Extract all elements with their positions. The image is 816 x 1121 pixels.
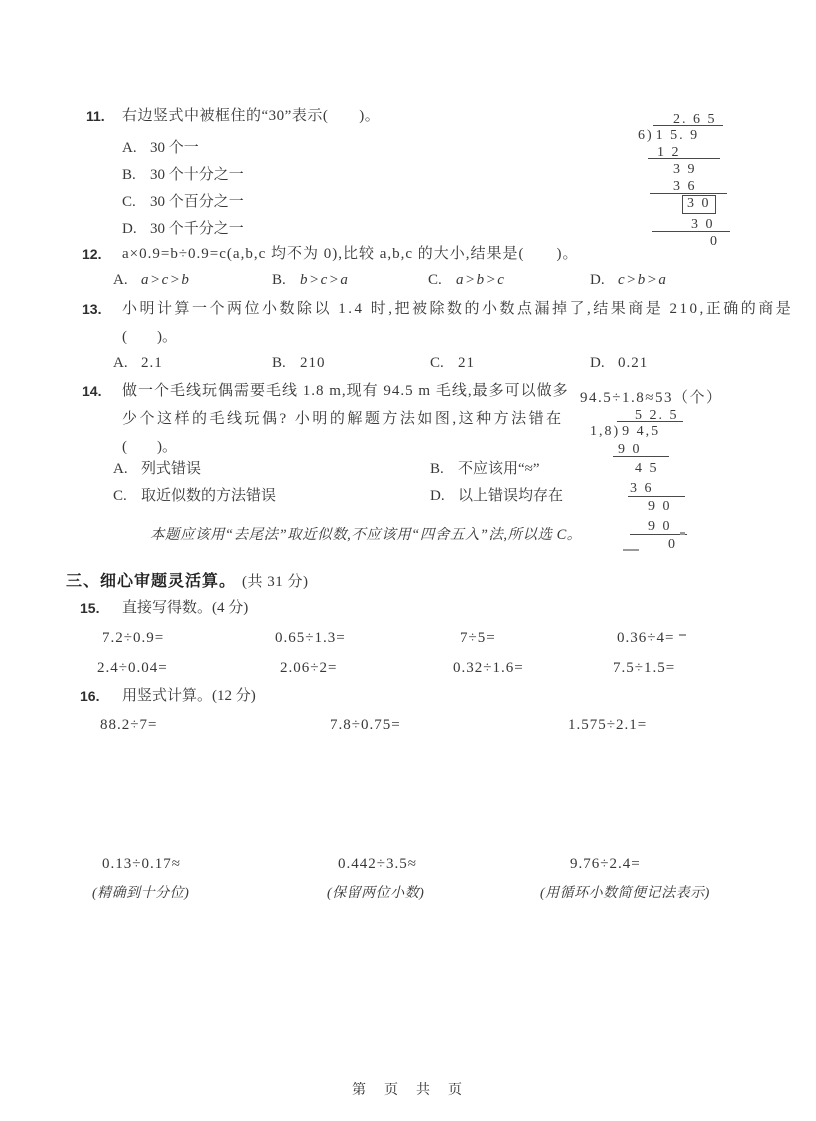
division-rule: [628, 496, 685, 497]
question-12-option-a: [113, 272, 190, 289]
option-text: 30 个十分之一: [150, 167, 244, 183]
division-boxed-30: 3 0: [682, 195, 716, 214]
option-label: D.: [430, 488, 445, 504]
question-14-number: 14.: [82, 383, 102, 399]
option-label: B.: [122, 167, 136, 183]
division-bracket: ): [613, 424, 621, 439]
q15-item: 7÷5=: [460, 630, 496, 646]
option-text: 21: [458, 355, 475, 371]
q16-item: 9.76÷2.4=: [570, 856, 641, 872]
division-step: 4 5: [635, 461, 659, 476]
question-16-number: 16.: [80, 688, 100, 704]
question-13-option-a: [113, 355, 163, 372]
question-13-line1: 小明计算一个两位小数除以 1.4 时,把被除数的小数点漏掉了,结果商是 210,正确的商是: [122, 301, 794, 317]
option-text: 列式错误: [141, 461, 202, 477]
question-12-option-c: [428, 272, 505, 289]
section-3-title: 三、细心审题灵活算。: [66, 573, 237, 590]
division-vinculum: [653, 125, 723, 126]
page-footer: 第 页 共 页: [352, 1083, 464, 1098]
division-remainder: 0: [668, 537, 677, 552]
scan-artifact: [680, 532, 685, 535]
option-text: 30 个一: [150, 140, 199, 156]
option-label: B.: [272, 355, 286, 371]
option-label: B.: [272, 272, 286, 288]
division-quotient: 2. 6 5: [673, 112, 717, 127]
division-divisor: 1,8: [590, 424, 614, 439]
option-label: C.: [113, 488, 127, 504]
q15-item: 0.36÷4=: [617, 630, 675, 646]
question-14-line3: ( )。: [122, 439, 177, 455]
division-quotient: 5 2. 5: [635, 408, 679, 423]
question-13-option-b: [272, 355, 326, 372]
section-3-score: (共 31 分): [242, 574, 309, 590]
question-12-number: 12.: [82, 246, 102, 262]
q15-item: 0.65÷1.3=: [275, 630, 346, 646]
q15-item: 2.06÷2=: [280, 660, 338, 676]
option-label: A.: [113, 461, 128, 477]
option-label: C.: [122, 194, 136, 210]
division-vinculum: [617, 421, 683, 422]
question-11-option-b: [122, 167, 244, 184]
option-label: A.: [122, 140, 137, 156]
option-label: A.: [113, 355, 128, 371]
division-head: [638, 128, 699, 144]
division-rule: [613, 456, 669, 457]
q15-item: 7.2÷0.9=: [102, 630, 165, 646]
q16-item: 0.13÷0.17≈: [102, 856, 181, 872]
division-rule: [648, 158, 720, 159]
question-14-option-d: [430, 488, 563, 505]
q16-item: 0.442÷3.5≈: [338, 856, 417, 872]
division-dividend: 9 4,5: [622, 424, 661, 439]
question-16-title: 用竖式计算。(12 分): [122, 688, 256, 704]
division-step: 3 9: [673, 162, 697, 177]
question-14-line1: 做一个毛线玩偶需要毛线 1.8 m,现有 94.5 m 毛线,最多可以做多: [122, 383, 569, 399]
q16-requirement: (用循环小数简便记法表示): [540, 886, 710, 901]
q15-item: 2.4÷0.04=: [97, 660, 168, 676]
question-12-option-b: [272, 272, 349, 289]
q15-item: 0.32÷1.6=: [453, 660, 524, 676]
question-11-stem: 右边竖式中被框住的“30”表示( )。: [122, 108, 381, 124]
question-11-option-a: [122, 140, 199, 157]
option-label: C.: [430, 355, 444, 371]
option-text: 以上错误均存在: [458, 488, 564, 504]
division-rule: [652, 231, 730, 232]
question-14-option-b: [430, 461, 540, 478]
division-step: 9 0: [648, 499, 672, 514]
division-head: [590, 424, 660, 440]
scan-artifact: [623, 549, 639, 551]
q15-item: 7.5÷1.5=: [613, 660, 676, 676]
option-text: 取近似数的方法错误: [141, 488, 277, 504]
question-15-title: 直接写得数。(4 分): [122, 600, 249, 616]
question-14-option-a: [113, 461, 201, 478]
question-11-option-c: [122, 194, 244, 211]
q16-item: 88.2÷7=: [100, 717, 158, 733]
scan-artifact: [679, 634, 686, 636]
division-dividend: 1 5. 9: [655, 128, 700, 143]
division-step: 3 0: [691, 217, 715, 232]
option-text: a>c>b: [141, 272, 191, 288]
q16-requirement: (精确到十分位): [92, 886, 190, 901]
division-bracket: ): [647, 128, 654, 143]
division-expression: 94.5÷1.8≈53（个）: [580, 390, 723, 406]
option-text: 210: [300, 355, 326, 371]
division-step: 1 2: [657, 145, 681, 160]
question-11-option-d: [122, 221, 244, 238]
question-14-line2: 少个这样的毛线玩偶? 小明的解题方法如图,这种方法错在: [122, 411, 564, 427]
division-divisor: 6: [638, 128, 647, 143]
option-label: A.: [113, 272, 128, 288]
option-text: a>b>c: [456, 272, 506, 288]
long-division-q11: [620, 105, 755, 250]
question-13-line2: ( )。: [122, 329, 177, 345]
section-3-heading: [66, 573, 309, 591]
option-text: c>b>a: [618, 272, 668, 288]
division-step: 3 6: [630, 481, 654, 496]
question-11-number: 11.: [86, 108, 105, 124]
option-label: D.: [122, 221, 137, 237]
question-14-option-c: [113, 488, 276, 505]
option-text: 30 个千分之一: [150, 221, 244, 237]
division-step: 3 6: [673, 179, 697, 194]
division-rule: [650, 193, 727, 194]
option-label: D.: [590, 272, 605, 288]
option-text: 2.1: [141, 355, 163, 371]
option-text: b>c>a: [300, 272, 350, 288]
q16-item: 7.8÷0.75=: [330, 717, 401, 733]
question-13-option-c: [430, 355, 475, 372]
question-12-stem: a×0.9=b÷0.9=c(a,b,c 均不为 0),比较 a,b,c 的大小,结果是( )。: [122, 246, 579, 262]
question-12-option-d: [590, 272, 667, 289]
question-14-answer-note: 本题应该用“去尾法”取近似数,不应该用“四舍五入”法,所以选 C。: [150, 527, 582, 543]
option-label: D.: [590, 355, 605, 371]
option-text: 不应该用“≈”: [458, 461, 540, 477]
question-13-number: 13.: [82, 301, 102, 317]
option-text: 0.21: [618, 355, 649, 371]
division-step: 9 0: [618, 442, 642, 457]
option-label: B.: [430, 461, 444, 477]
question-15-number: 15.: [80, 600, 100, 616]
question-13-option-d: [590, 355, 648, 372]
division-rule: [630, 534, 687, 535]
option-text: 30 个百分之一: [150, 194, 244, 210]
q16-item: 1.575÷2.1=: [568, 717, 648, 733]
option-label: C.: [428, 272, 442, 288]
division-remainder: 0: [710, 234, 719, 249]
division-step: 9 0: [648, 519, 672, 534]
q16-requirement: (保留两位小数): [327, 886, 425, 901]
